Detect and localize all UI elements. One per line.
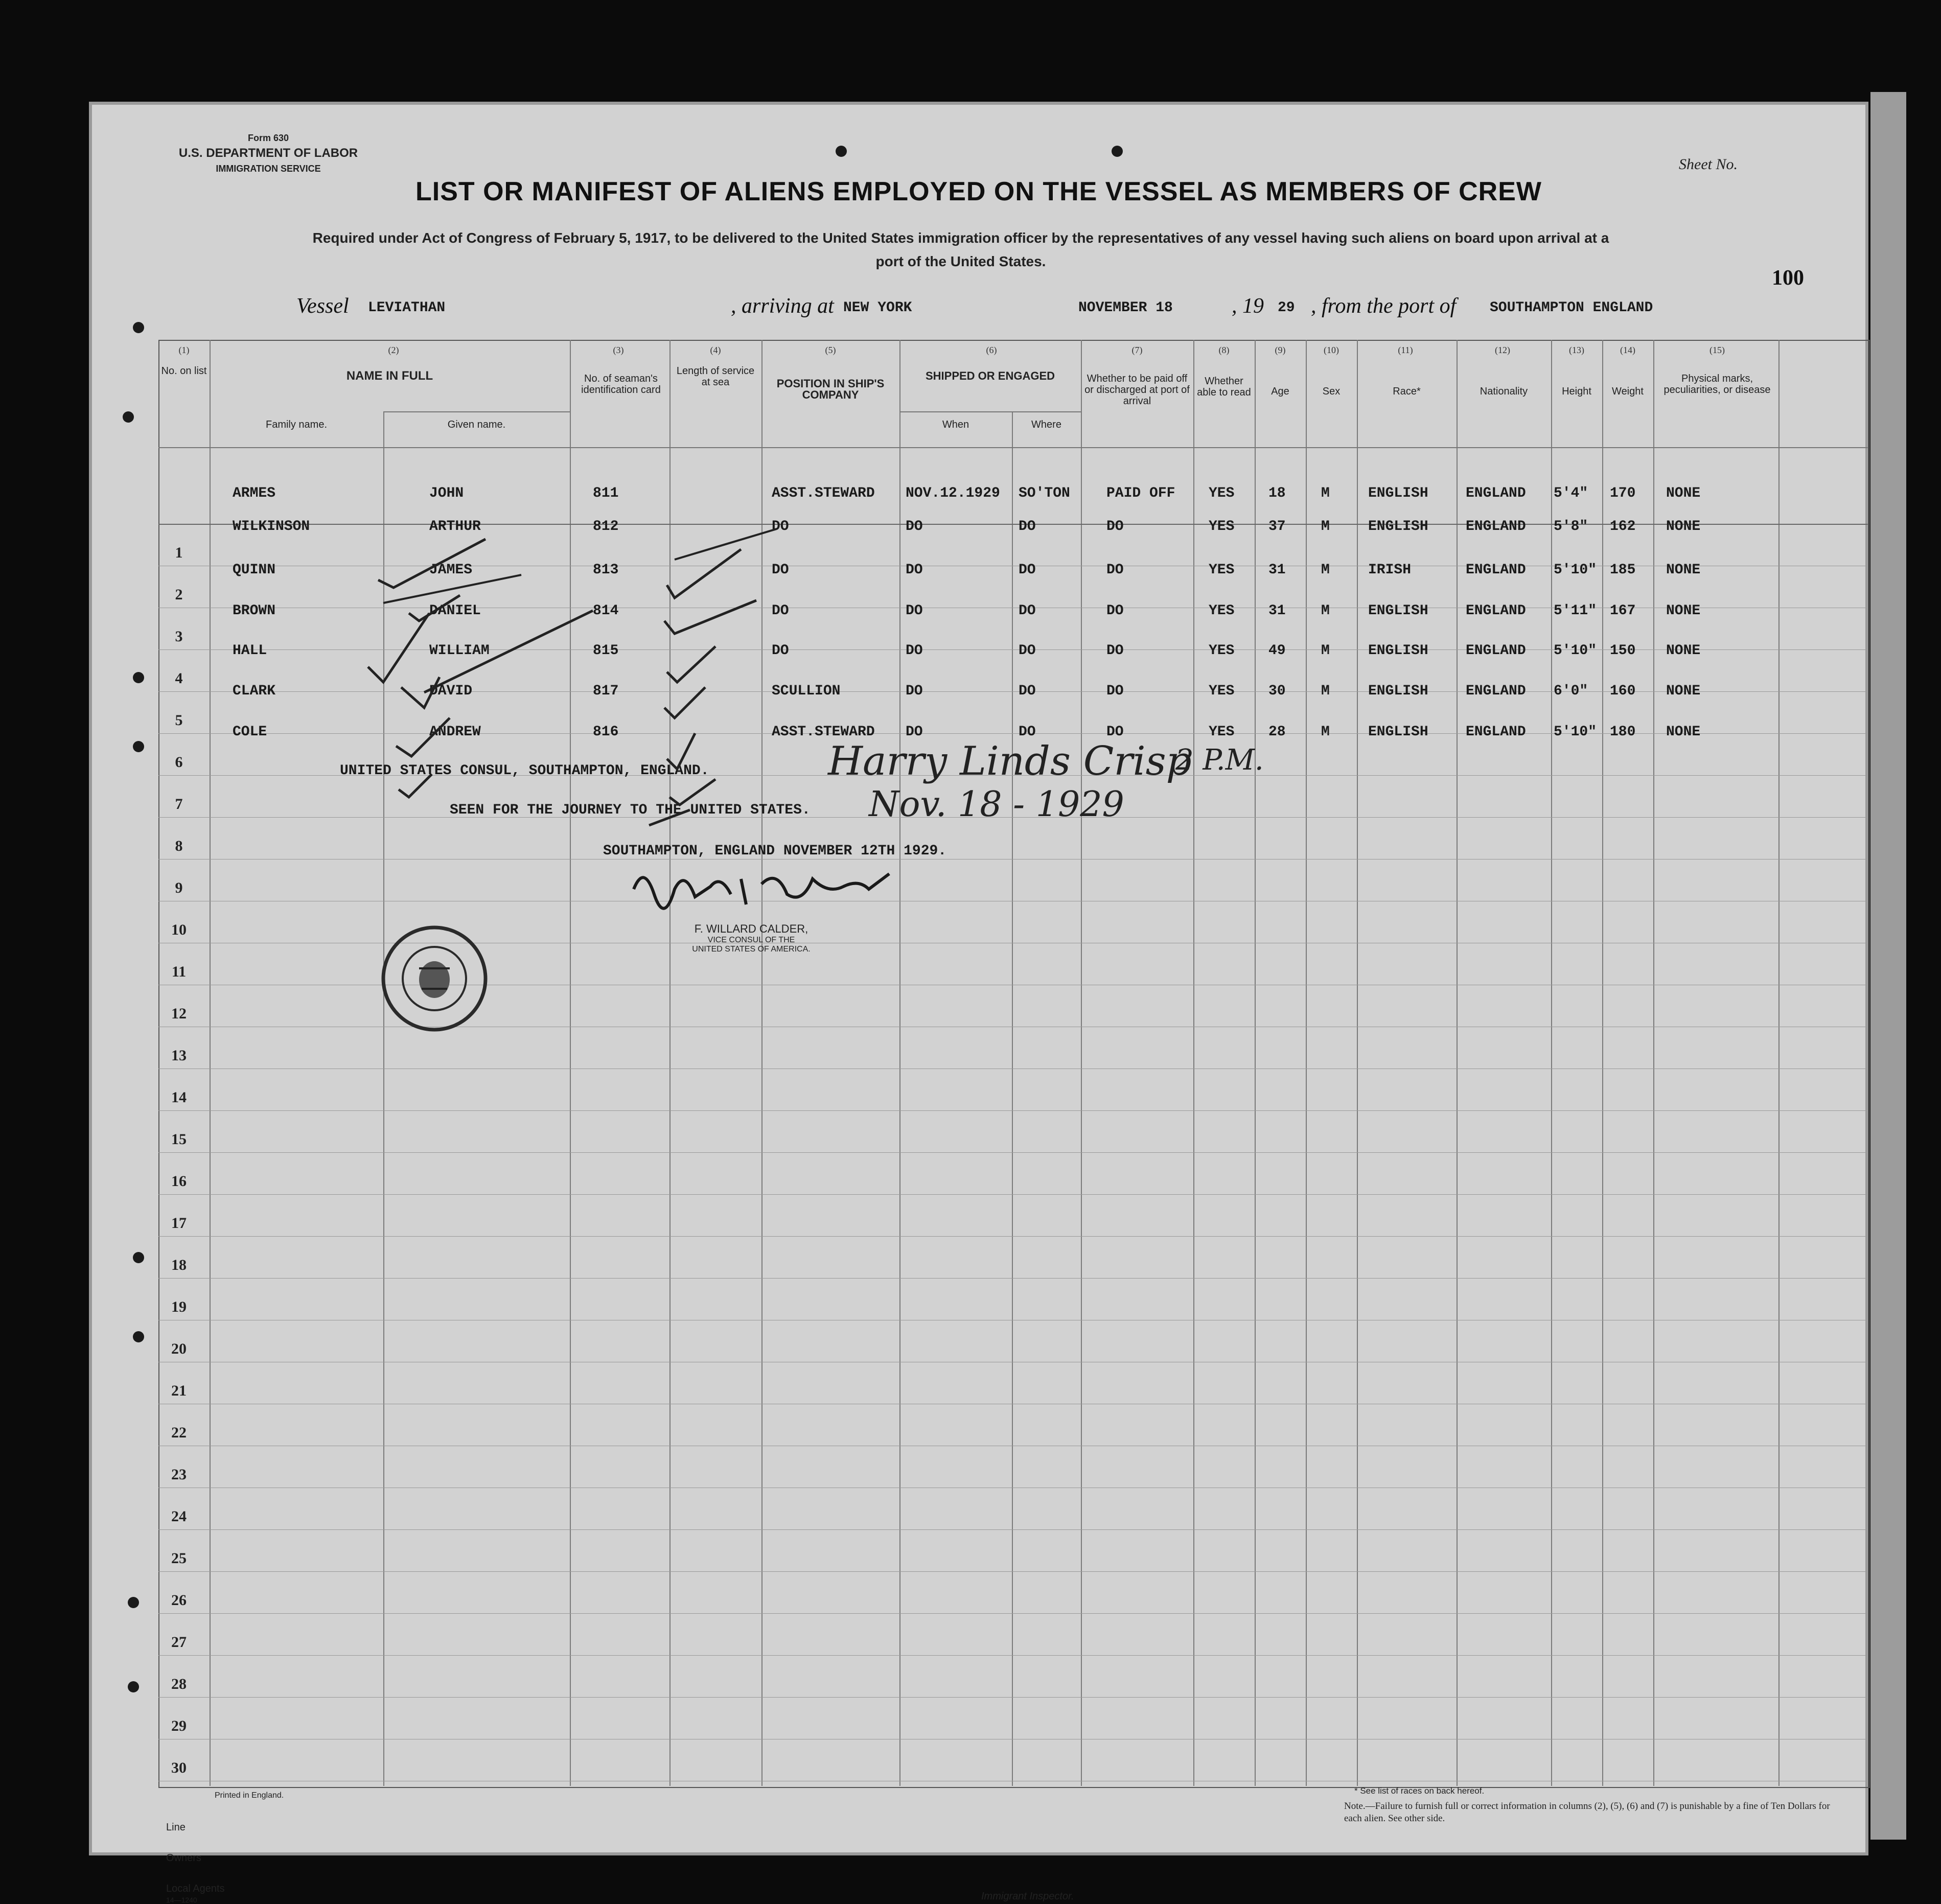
race-cell: ENGLISH: [1368, 485, 1428, 501]
row-number: 23: [171, 1466, 187, 1483]
consul-line-1: UNITED STATES CONSUL, SOUTHAMPTON, ENGLAND.: [340, 763, 709, 779]
form-number: Form 630: [247, 133, 289, 143]
header-nationality: Nationality: [1480, 386, 1528, 397]
given-name-cell: JOHN: [429, 485, 464, 501]
physical-marks-cell: NONE: [1666, 519, 1701, 535]
owners-label: Owners: [166, 1852, 201, 1864]
row-number: 26: [171, 1592, 187, 1609]
shipped-when-cell: DO: [906, 519, 923, 535]
header-shipped-or-engaged: SHIPPED OR ENGAGED: [925, 369, 1055, 382]
weight-cell: 167: [1610, 603, 1636, 619]
weight-cell: 170: [1610, 485, 1636, 501]
id-card-cell: 816: [593, 724, 619, 740]
binding-hole: [133, 1252, 144, 1263]
row-number: 6: [175, 754, 183, 771]
race-cell: ENGLISH: [1368, 724, 1428, 740]
race-cell: ENGLISH: [1368, 519, 1428, 535]
shipped-where-cell: DO: [1019, 724, 1036, 740]
age-cell: 18: [1268, 485, 1286, 501]
sex-cell: M: [1321, 643, 1330, 659]
shipped-subheader-rule: [899, 411, 1081, 412]
shipped-when-cell: NOV.12.1929: [906, 485, 1000, 501]
id-card-cell: 813: [593, 562, 619, 578]
family-name-cell: HALL: [233, 643, 267, 659]
header-family-name: Family name.: [265, 419, 328, 430]
height-cell: 5'8": [1554, 519, 1588, 535]
row-number: 25: [171, 1550, 187, 1567]
nationality-cell: ENGLAND: [1466, 485, 1526, 501]
column-divider: [1778, 340, 1780, 1786]
physical-marks-cell: NONE: [1666, 603, 1701, 619]
header-physical-marks: Physical marks, peculiarities, or disease: [1663, 373, 1771, 396]
id-card-cell: 812: [593, 519, 619, 535]
age-cell: 49: [1268, 643, 1286, 659]
age-cell: 30: [1268, 683, 1286, 699]
row-number: 22: [171, 1424, 187, 1441]
weight-cell: 160: [1610, 683, 1636, 699]
column-number: (14): [1620, 345, 1635, 355]
row-number: 21: [171, 1382, 187, 1399]
nationality-cell: ENGLAND: [1466, 683, 1526, 699]
binding-hole: [128, 1597, 139, 1608]
able-to-read-cell: YES: [1209, 643, 1235, 659]
shipped-when-cell: DO: [906, 562, 923, 578]
header-id-card: No. of seaman's identification card: [581, 373, 661, 396]
height-cell: 5'10": [1554, 724, 1597, 740]
arrival-date: NOVEMBER 18: [1078, 300, 1173, 316]
page-number: 100: [1772, 266, 1804, 290]
shipped-when-cell: DO: [906, 724, 923, 740]
row-number: 19: [171, 1298, 187, 1315]
family-name-cell: QUINN: [233, 562, 276, 578]
shipped-where-cell: DO: [1019, 562, 1036, 578]
consul-name: F. WILLARD CALDER,: [694, 922, 808, 935]
nationality-cell: ENGLAND: [1466, 724, 1526, 740]
page-subtitle: Required under Act of Congress of February 5, 1917, to be delivered to the United States immigration officer by the representatives of any vessel having such aliens on board upon arrival at a port of the United States.: [312, 230, 1609, 269]
row-number: 12: [171, 1005, 187, 1022]
page-title: LIST OR MANIFEST OF ALIENS EMPLOYED ON THE VESSEL AS MEMBERS OF CREW: [415, 177, 1542, 206]
paid-off-cell: DO: [1106, 603, 1124, 619]
sex-cell: M: [1321, 724, 1330, 740]
handwritten-time: 2 P.M.: [1175, 744, 1264, 777]
physical-marks-cell: NONE: [1666, 643, 1701, 659]
given-name-cell: JAMES: [429, 562, 473, 578]
position-cell: DO: [772, 643, 789, 659]
nationality-cell: ENGLAND: [1466, 519, 1526, 535]
physical-marks-cell: NONE: [1666, 724, 1701, 740]
nationality-cell: ENGLAND: [1466, 603, 1526, 619]
sex-cell: M: [1321, 485, 1330, 501]
header-height: Height: [1562, 386, 1591, 397]
column-number: (13): [1569, 345, 1584, 355]
immigrant-inspector-label: Immigrant Inspector.: [981, 1891, 1074, 1902]
printed-in-england: Printed in England.: [215, 1791, 284, 1800]
race-cell: ENGLISH: [1368, 643, 1428, 659]
row-number: 24: [171, 1508, 187, 1525]
column-number: (4): [710, 345, 721, 355]
row-rule: [158, 1236, 1868, 1237]
given-name-cell: WILLIAM: [429, 643, 490, 659]
row-number: 11: [171, 963, 187, 980]
race-cell: ENGLISH: [1368, 683, 1428, 699]
position-cell: SCULLION: [772, 683, 841, 699]
row-rule: [158, 1110, 1868, 1111]
column-number: (1): [178, 345, 190, 355]
row-number: 7: [175, 796, 183, 812]
paid-off-cell: DO: [1106, 724, 1124, 740]
row-rule: [158, 1697, 1868, 1698]
consul-title-line-2: UNITED STATES OF AMERICA.: [692, 945, 811, 954]
column-divider: [1357, 340, 1358, 1786]
vessel-name: LEVIATHAN: [368, 300, 446, 316]
departure-port: SOUTHAMPTON ENGLAND: [1490, 300, 1653, 316]
arriving-label: , arriving at: [731, 294, 834, 318]
weight-cell: 162: [1610, 519, 1636, 535]
given-name-cell: DAVID: [429, 683, 473, 699]
paid-off-cell: DO: [1106, 519, 1124, 535]
row-number: 18: [171, 1257, 187, 1273]
sex-cell: M: [1321, 562, 1330, 578]
consul-line-2: SEEN FOR THE JOURNEY TO THE UNITED STATES.: [450, 802, 811, 818]
binding-hole: [1112, 146, 1123, 157]
header-length-of-service: Length of service at sea: [676, 365, 755, 388]
column-number: (15): [1709, 345, 1725, 355]
header-no-on-list: No. on list: [161, 365, 207, 377]
id-card-cell: 817: [593, 683, 619, 699]
race-cell: IRISH: [1368, 562, 1412, 578]
column-number: (11): [1398, 345, 1413, 355]
year-prefix: , 19: [1232, 294, 1264, 318]
header-name-in-full: NAME IN FULL: [346, 369, 433, 383]
row-rule: [158, 1194, 1868, 1195]
sheet-number-label: Sheet No.: [1679, 156, 1738, 173]
given-name-cell: ARTHUR: [429, 519, 481, 535]
nationality-cell: ENGLAND: [1466, 562, 1526, 578]
column-divider: [1551, 340, 1552, 1786]
form-identifier: [153, 130, 383, 176]
row-number: 17: [171, 1215, 187, 1232]
row-number: 16: [171, 1173, 187, 1190]
age-cell: 28: [1268, 724, 1286, 740]
physical-marks-cell: NONE: [1666, 683, 1701, 699]
row-rule: [158, 1529, 1868, 1530]
able-to-read-cell: YES: [1209, 683, 1235, 699]
inspector-signature: Harry Linds Crisp: [828, 738, 1192, 784]
underlying-page-edge: [1870, 92, 1906, 1840]
shipped-where-cell: SO'TON: [1019, 485, 1070, 501]
header-rule: [158, 447, 1868, 448]
manifest-sheet: [92, 105, 1865, 1904]
height-cell: 5'10": [1554, 562, 1597, 578]
penalty-note: Note.—Failure to furnish full or correct information in columns (2), (5), (6) and (7) is punishable by a fine of Ten Dollars for each alien. See other side.: [1344, 1801, 1830, 1824]
able-to-read-cell: YES: [1209, 562, 1235, 578]
column-number: (7): [1131, 345, 1143, 355]
form-code: 14—1240: [166, 1896, 197, 1904]
row-rule: [158, 1152, 1868, 1153]
paid-off-cell: DO: [1106, 643, 1124, 659]
row-number: 8: [175, 838, 183, 854]
column-number: (2): [388, 345, 399, 355]
check-marks: [307, 519, 1329, 871]
age-cell: 31: [1268, 562, 1286, 578]
id-card-cell: 815: [593, 643, 619, 659]
row-number: 27: [171, 1634, 187, 1651]
header-position: POSITION IN SHIP'S COMPANY: [776, 377, 885, 401]
family-name-cell: COLE: [233, 724, 267, 740]
weight-cell: 150: [1610, 643, 1636, 659]
header-race: Race*: [1393, 386, 1421, 397]
shipped-where-cell: DO: [1019, 519, 1036, 535]
row-number: 20: [171, 1340, 187, 1357]
binding-hole: [133, 1331, 144, 1342]
id-card-cell: 811: [593, 485, 619, 501]
column-divider: [210, 340, 211, 1786]
paid-off-cell: DO: [1106, 562, 1124, 578]
paid-off-cell: PAID OFF: [1106, 485, 1175, 501]
binding-hole: [133, 322, 144, 333]
row-number: 9: [175, 879, 183, 896]
position-cell: DO: [772, 562, 789, 578]
binding-hole: [123, 411, 134, 423]
arrival-port: NEW YORK: [843, 300, 912, 316]
handwritten-date: Nov. 18 - 1929: [869, 784, 1124, 825]
race-cell: ENGLISH: [1368, 603, 1428, 619]
id-card-cell: 814: [593, 603, 619, 619]
races-note: * See list of races on back hereof.: [1354, 1786, 1485, 1796]
row-number: 1: [175, 544, 183, 561]
given-name-cell: ANDREW: [429, 724, 481, 740]
family-name-cell: BROWN: [233, 603, 276, 619]
able-to-read-cell: YES: [1209, 485, 1235, 501]
row-number: 28: [171, 1676, 187, 1692]
sex-cell: M: [1321, 603, 1330, 619]
position-cell: ASST.STEWARD: [772, 485, 875, 501]
binding-hole: [836, 146, 847, 157]
name-subheader-rule: [383, 411, 570, 412]
family-name-cell: WILKINSON: [233, 519, 310, 535]
given-name-cell: DANIEL: [429, 603, 481, 619]
shipped-where-cell: DO: [1019, 683, 1036, 699]
age-cell: 37: [1268, 519, 1286, 535]
position-cell: DO: [772, 603, 789, 619]
sex-cell: M: [1321, 683, 1330, 699]
header-when: When: [942, 419, 969, 430]
shipped-when-cell: DO: [906, 683, 923, 699]
row-number: 3: [175, 628, 183, 645]
height-cell: 6'0": [1554, 683, 1588, 699]
sex-cell: M: [1321, 519, 1330, 535]
department-label: U.S. DEPARTMENT OF LABOR: [178, 146, 358, 160]
header-paid-off: Whether to be paid off or discharged at port of arrival: [1084, 373, 1190, 407]
column-number: (9): [1275, 345, 1286, 355]
column-number: (5): [825, 345, 836, 355]
arrival-year: 29: [1278, 300, 1295, 316]
header-where: Where: [1031, 419, 1061, 430]
shipped-when-cell: DO: [906, 643, 923, 659]
column-number: (12): [1495, 345, 1510, 355]
able-to-read-cell: YES: [1209, 519, 1235, 535]
weight-cell: 180: [1610, 724, 1636, 740]
row-rule: [158, 1613, 1868, 1614]
row-number: 10: [171, 921, 187, 938]
row-rule: [158, 1278, 1868, 1279]
column-number: (3): [613, 345, 624, 355]
vessel-label: Vessel: [296, 294, 349, 318]
column-number: (8): [1218, 345, 1230, 355]
position-cell: DO: [772, 519, 789, 535]
consul-signature-block: [623, 922, 879, 954]
column-number: (10): [1324, 345, 1339, 355]
column-divider: [1602, 340, 1603, 1786]
age-cell: 31: [1268, 603, 1286, 619]
row-number: 29: [171, 1717, 187, 1734]
binding-hole: [133, 672, 144, 683]
consul-line-3: SOUTHAMPTON, ENGLAND NOVEMBER 12TH 1929.: [603, 843, 947, 859]
header-sex: Sex: [1322, 386, 1341, 397]
shipped-when-cell: DO: [906, 603, 923, 619]
weight-cell: 185: [1610, 562, 1636, 578]
line-label: Line: [166, 1822, 186, 1833]
row-number: 15: [171, 1131, 187, 1148]
row-rule: [158, 1571, 1868, 1572]
nationality-cell: ENGLAND: [1466, 643, 1526, 659]
column-divider: [1653, 340, 1654, 1786]
row-number: 4: [175, 670, 183, 687]
height-cell: 5'11": [1554, 603, 1597, 619]
shipped-where-cell: DO: [1019, 603, 1036, 619]
column-number: (6): [986, 345, 997, 355]
row-rule: [158, 1655, 1868, 1656]
shipped-where-cell: DO: [1019, 643, 1036, 659]
row-number: 2: [175, 586, 183, 603]
position-cell: ASST.STEWARD: [772, 724, 875, 740]
row-number: 13: [171, 1047, 187, 1064]
height-cell: 5'10": [1554, 643, 1597, 659]
family-name-cell: ARMES: [233, 485, 276, 501]
able-to-read-cell: YES: [1209, 724, 1235, 740]
row-number: 14: [171, 1089, 187, 1106]
header-given-name: Given name.: [447, 419, 506, 430]
header-age: Age: [1271, 386, 1289, 397]
binding-hole: [128, 1681, 139, 1692]
height-cell: 5'4": [1554, 485, 1588, 501]
header-weight: Weight: [1612, 386, 1644, 397]
from-label: , from the port of: [1311, 294, 1457, 318]
family-name-cell: CLARK: [233, 683, 276, 699]
binding-hole: [133, 741, 144, 752]
consulate-seal-stamp: [378, 922, 491, 1035]
row-number: 30: [171, 1759, 187, 1776]
column-divider: [1457, 340, 1458, 1786]
local-agents-label: Local Agents: [166, 1883, 225, 1894]
service-label: IMMIGRATION SERVICE: [216, 164, 321, 174]
paid-off-cell: DO: [1106, 683, 1124, 699]
row-number: 5: [175, 712, 183, 729]
physical-marks-cell: NONE: [1666, 485, 1701, 501]
consul-title-line-1: VICE CONSUL OF THE: [707, 936, 795, 944]
header-able-to-read: Whether able to read: [1197, 376, 1251, 398]
able-to-read-cell: YES: [1209, 603, 1235, 619]
physical-marks-cell: NONE: [1666, 562, 1701, 578]
